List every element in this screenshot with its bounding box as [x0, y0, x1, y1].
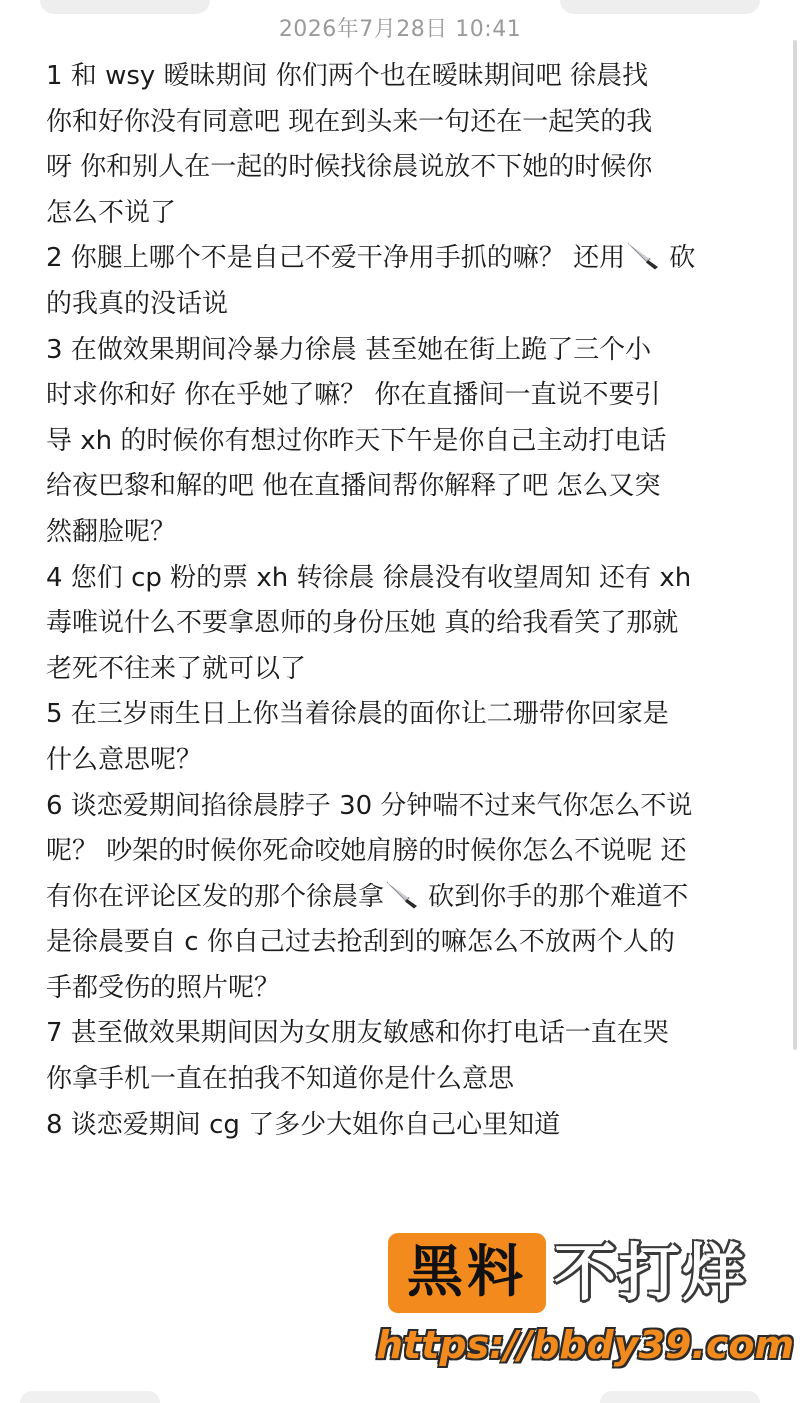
note-line [46, 920, 758, 966]
note-line [46, 692, 758, 738]
note-line [46, 1057, 758, 1103]
note-line [46, 556, 758, 602]
note-line-text: 老死不往来了就可以了 [46, 653, 307, 684]
note-line [46, 510, 758, 556]
knife-icon [625, 240, 661, 270]
note-line-text: 2 你腿上哪个不是自己不爱干净用手抓的嘛？ 还用 [46, 243, 626, 274]
note-line [46, 100, 758, 146]
note-line [46, 191, 758, 237]
note-line-text: 你和好你没有同意吧 现在到头来一句还在一起笑的我 [46, 106, 653, 137]
note-line [46, 1103, 758, 1149]
note-line-text: 呀 你和别人在一起的时候找徐晨说放不下她的时候你 [46, 152, 653, 183]
note-line [46, 282, 758, 328]
note-line [46, 829, 758, 875]
note-line-text: 有你在评论区发的那个徐晨拿 [46, 881, 385, 912]
note-line-text: 呢？ 吵架的时候你死命咬她肩膀的时候你怎么不说呢 还 [46, 836, 687, 867]
note-line-text: 然翻脸呢？ [46, 516, 177, 547]
note-line-text: 1 和 wsy 暧昧期间 你们两个也在暧昧期间吧 徐晨找 [46, 61, 649, 91]
note-line-text: 8 谈恋爱期间 cg 了多少大姐你自己心里知道 [46, 1109, 561, 1140]
bottom-blurred-element-left [20, 1391, 160, 1403]
note-line-text: 4 您们 cp 粉的票 xh 转徐晨 徐晨没有收望周知 还有 xh [46, 562, 692, 593]
note-line-text: 什么意思呢？ [46, 744, 203, 775]
note-line-text: 你拿手机一直在拍我不知道你是什么意思 [46, 1064, 515, 1095]
note-line [46, 784, 758, 830]
watermark-text: 不打烊 [554, 1236, 747, 1309]
note-line [46, 419, 758, 465]
note-timestamp: 2026年7月28日 10:41 [278, 17, 522, 42]
note-line [46, 464, 758, 510]
note-line-text: 砍到你手的那个难道不 [420, 881, 689, 912]
note-line [46, 601, 758, 647]
bottom-blurred-element-right [600, 1391, 760, 1403]
note-line-text: 6 谈恋爱期间掐徐晨脖子 30 分钟喘不过来气你怎么不说 [46, 790, 693, 821]
note-line-text: 3 在做效果期间冷暴力徐晨 甚至她在街上跪了三个小 [46, 334, 652, 365]
note-line [46, 966, 758, 1012]
note-line-text: 5 在三岁雨生日上你当着徐晨的面你让二珊带你回家是 [46, 699, 669, 730]
note-line [46, 1011, 758, 1057]
watermark [376, 1233, 795, 1379]
scrollbar[interactable] [793, 40, 797, 1050]
note-line [46, 145, 758, 191]
note-line [46, 647, 758, 693]
note-line [46, 738, 758, 784]
note-line-text: 时求你和好 你在乎她了嘛？ 你在直播间一直说不要引 [46, 380, 661, 411]
note-line-text: 手都受伤的照片呢？ [46, 972, 281, 1003]
note-line-text: 7 甚至做效果期间因为女朋友敏感和你打电话一直在哭 [46, 1018, 669, 1049]
knife-icon [384, 879, 420, 909]
note-body[interactable] [46, 54, 758, 1148]
note-line-text: 的我真的没话说 [46, 288, 229, 319]
note-line [46, 236, 758, 282]
note-line-text: 是徐晨要自 c 你自己过去抢刮到的嘛怎么不放两个人的 [46, 927, 675, 958]
watermark-url: https://bbdy39.com [376, 1323, 795, 1367]
note-line-text: 砍 [661, 243, 696, 274]
watermark-badge: 黑料 [388, 1233, 546, 1313]
note-line [46, 875, 758, 921]
note-line-text: 导 xh 的时候你有想过你昨天下午是你自己主动打电话 [46, 425, 667, 456]
note-line-text: 怎么不说了 [46, 197, 177, 228]
note-line [46, 373, 758, 419]
note-line-text: 毒唯说什么不要拿恩师的身份压她 真的给我看笑了那就 [46, 608, 679, 639]
note-line [46, 328, 758, 374]
note-line [46, 54, 758, 100]
note-line-text: 给夜巴黎和解的吧 他在直播间帮你解释了吧 怎么又突 [46, 471, 661, 502]
